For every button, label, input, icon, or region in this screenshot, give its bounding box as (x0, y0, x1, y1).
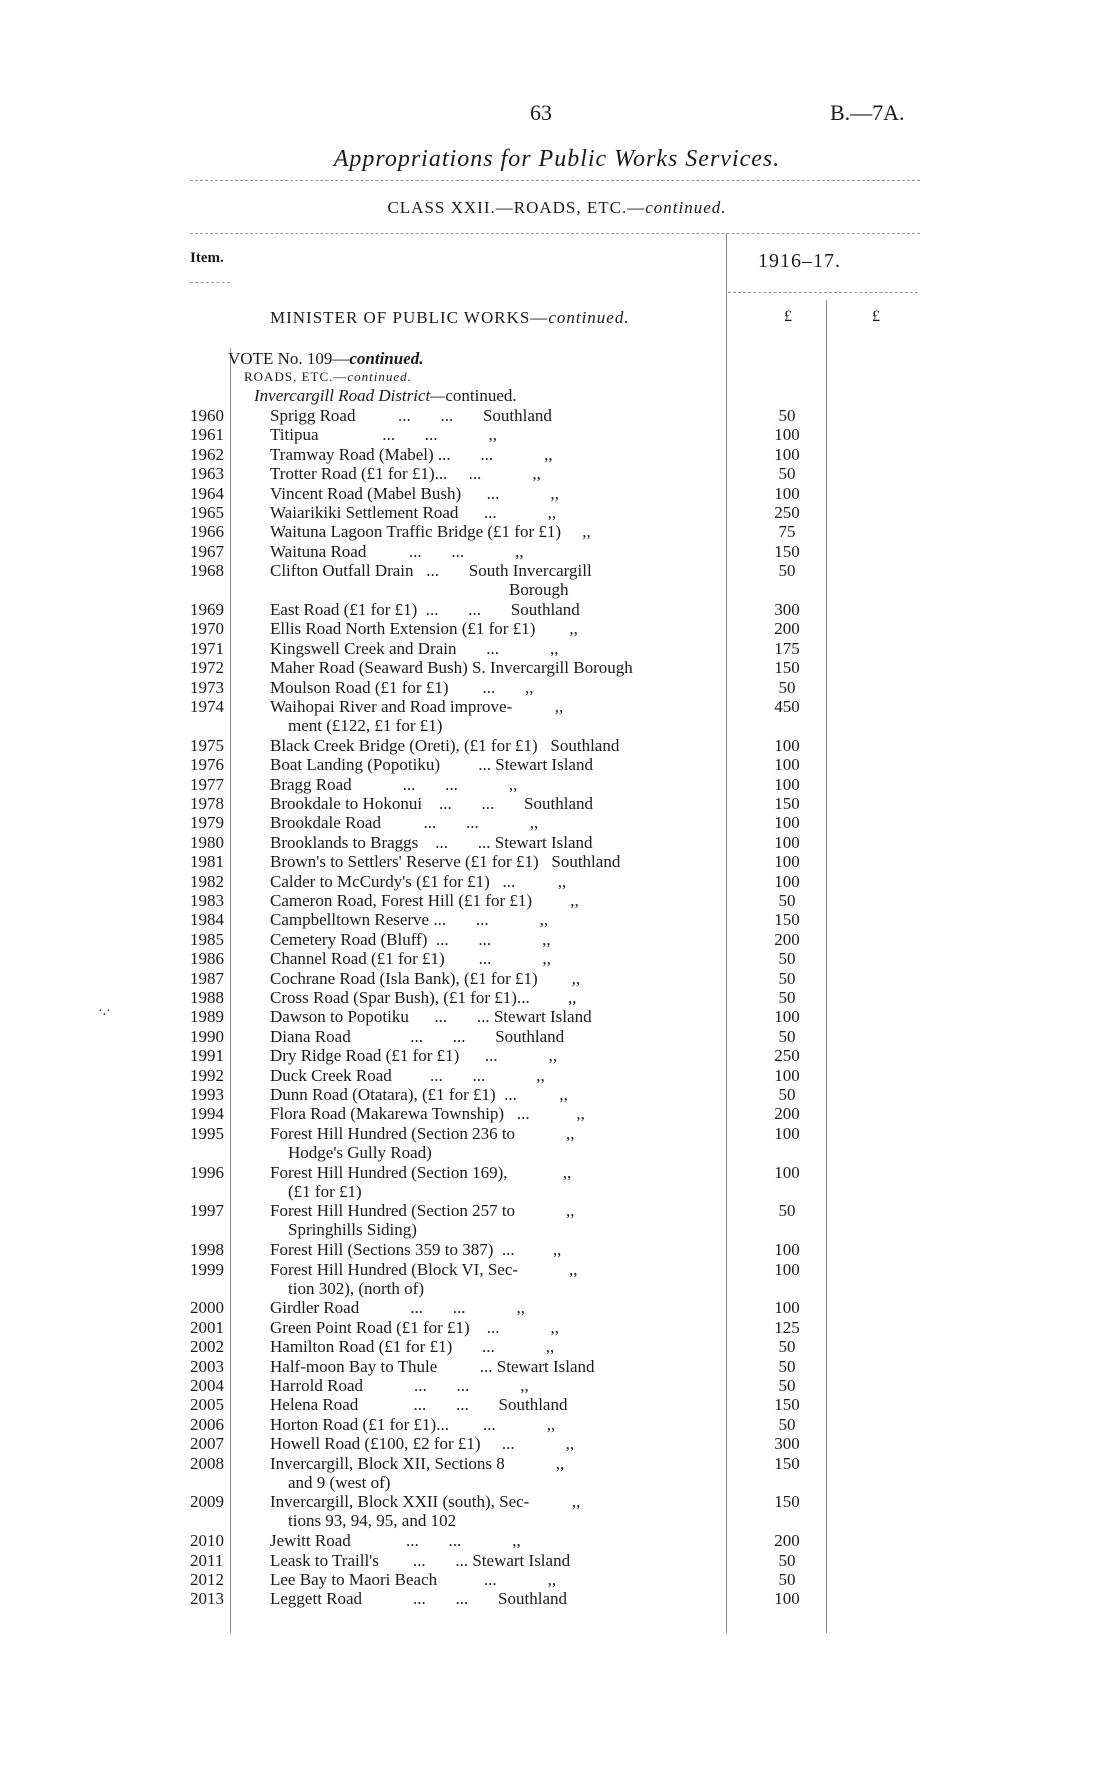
item-description-line: Leask to Traill's ... ... Stewart Island (270, 1550, 571, 1570)
item-description-line: Maher Road (Seaward Bush) S. Invercargill Borough (270, 658, 633, 678)
item-description-line: Waiarikiki Settlement Road ... ,, (270, 503, 557, 522)
item-description-line: Brown's to Settlers' Reserve (£1 for £1) Southland (270, 852, 621, 872)
item-number: 2002 (190, 1337, 224, 1357)
item-number: 2001 (190, 1317, 224, 1337)
item-description-line: Borough (288, 580, 569, 600)
item-amount: 150 (774, 1395, 800, 1415)
item-description-line: Dunn Road (Otatara), (£1 for £1) ... ,, (270, 1085, 568, 1104)
item-number: 2008 (190, 1453, 224, 1473)
item-description (270, 1260, 720, 1298)
item-description-line: Invercargill, Block XII, Sections 8 ,, (270, 1453, 565, 1473)
item-number: 1973 (190, 677, 224, 697)
district-subheading (254, 386, 517, 406)
item-description-line: Girdler Road ... ... ,, (270, 1298, 525, 1318)
item-number: 2009 (190, 1492, 224, 1512)
item-number: 2011 (190, 1550, 224, 1570)
item-description-line: Forest Hill Hundred (Block VI, Sec- ,, (270, 1259, 578, 1279)
item-description (270, 464, 720, 483)
item-amount: 100 (774, 1162, 800, 1182)
item-description (270, 910, 720, 929)
item-description-line: Dawson to Popotiku ... ... Stewart Island (270, 1007, 592, 1027)
item-description-line: Helena Road ... ... Southland (270, 1395, 568, 1415)
item-amount: 100 (774, 1298, 800, 1318)
item-number: 1972 (190, 658, 224, 678)
item-amount: 50 (778, 677, 796, 697)
item-amount: 100 (774, 774, 800, 794)
item-amount: 150 (774, 541, 800, 561)
item-description (270, 1415, 720, 1434)
item-number: 1988 (190, 988, 224, 1007)
item-description-line: Clifton Outfall Drain ... South Invercargill (270, 561, 592, 581)
item-description (270, 891, 720, 910)
item-description-line: Calder to McCurdy's (£1 for £1) ... ,, (270, 871, 567, 891)
item-number: 1962 (190, 444, 224, 464)
item-number: 2003 (190, 1356, 224, 1376)
item-number: 1960 (190, 406, 224, 425)
item-description-line: Cameron Road, Forest Hill (£1 for £1) ,, (270, 891, 579, 910)
item-description-line: Waihopai River and Road improve- ,, (270, 697, 564, 716)
item-amount: 125 (774, 1317, 800, 1337)
item-description (270, 1570, 720, 1589)
item-amount: 50 (778, 561, 796, 581)
item-description (270, 1163, 720, 1201)
item-description (270, 1357, 720, 1376)
item-number: 1974 (190, 697, 224, 716)
item-description-line: Leggett Road ... ... Southland (270, 1589, 568, 1609)
item-amount: 100 (774, 444, 800, 464)
item-amount: 50 (778, 949, 796, 969)
item-description-line: Brooklands to Braggs ... ... Stewart Island (270, 832, 593, 852)
item-number: 1967 (190, 541, 224, 561)
item-description-line: Hamilton Road (£1 for £1) ... ,, (270, 1337, 555, 1357)
roads-subheading-continued: continued. (347, 369, 412, 384)
item-description-line: Lee Bay to Maori Beach ... ,, (270, 1570, 557, 1589)
pound-symbol-total: £ (872, 308, 880, 325)
item-description-line: Forest Hill Hundred (Section 257 to ,, (270, 1201, 575, 1221)
item-description (270, 619, 720, 638)
item-description-line: Springhills Siding) (288, 1220, 417, 1240)
item-amount: 250 (774, 503, 800, 522)
item-description (270, 697, 720, 735)
item-description (270, 794, 720, 813)
rule-under-subtitle (190, 233, 920, 234)
item-description (270, 755, 720, 774)
item-description (270, 1104, 720, 1123)
item-description-line: Campbelltown Reserve ... ... ,, (270, 910, 549, 930)
item-description (270, 1337, 720, 1356)
item-amount: 300 (774, 1434, 800, 1454)
item-description-line: Cochrane Road (Isla Bank), (£1 for £1) ,, (270, 968, 581, 988)
item-description (270, 406, 720, 425)
item-description-line: Brookdale Road ... ... ,, (270, 813, 539, 833)
district-subheading-continued: continued. (445, 386, 517, 405)
item-amount: 100 (774, 871, 800, 891)
item-description (270, 1531, 720, 1550)
item-description-line: Bragg Road ... ... ,, (270, 774, 518, 794)
item-number: 2000 (190, 1298, 224, 1318)
item-amount: 100 (774, 755, 800, 775)
item-description-line: Vincent Road (Mabel Bush) ... ,, (270, 483, 559, 503)
item-amount: 300 (774, 600, 800, 619)
rule-under-year (728, 292, 918, 293)
item-amount: 75 (778, 522, 796, 542)
item-number: 1998 (190, 1240, 224, 1260)
item-amount: 50 (778, 988, 796, 1007)
document-reference: B.—7A. (830, 100, 905, 125)
item-amount: 100 (774, 1589, 800, 1609)
item-description (270, 833, 720, 852)
item-number: 1975 (190, 735, 224, 755)
item-description-line: East Road (£1 for £1) ... ... Southland (270, 600, 580, 619)
item-amount: 50 (778, 891, 796, 910)
item-description (270, 561, 720, 599)
item-amount: 100 (774, 852, 800, 872)
item-amount: 50 (778, 464, 796, 484)
class-subtitle-continued: continued. (645, 198, 727, 217)
item-number: 2006 (190, 1414, 224, 1434)
item-number: 1978 (190, 794, 224, 813)
item-description-line: Forest Hill Hundred (Section 236 to ,, (270, 1123, 575, 1143)
item-number: 1984 (190, 910, 224, 930)
item-number: 1989 (190, 1007, 224, 1027)
item-description-line: Harrold Road ... ... ,, (270, 1376, 529, 1395)
item-amount: 100 (774, 1240, 800, 1260)
roads-subheading-text: ROADS, ETC.— (244, 369, 348, 384)
item-description-line: Waituna Lagoon Traffic Bridge (£1 for £1) ,, (270, 522, 591, 542)
item-number: 1969 (190, 600, 224, 619)
item-description-line: Duck Creek Road ... ... ,, (270, 1065, 545, 1085)
item-amount: 50 (778, 1376, 796, 1395)
section-heading-continued: continued. (548, 308, 630, 327)
item-amount: 100 (774, 1259, 800, 1279)
item-amount: 50 (778, 1085, 796, 1104)
item-description (270, 425, 720, 444)
item-amount: 200 (774, 1104, 800, 1124)
section-heading (270, 308, 630, 328)
item-description-line: (£1 for £1) (288, 1181, 362, 1201)
item-number: 2005 (190, 1395, 224, 1415)
item-amount: 50 (778, 406, 796, 425)
item-amount: 100 (774, 813, 800, 833)
item-description (270, 658, 720, 677)
item-amount: 50 (778, 1026, 796, 1046)
item-amount: 150 (774, 794, 800, 813)
item-amount: 100 (774, 1007, 800, 1027)
item-description (270, 1395, 720, 1414)
item-number: 1977 (190, 774, 224, 794)
item-number: 1968 (190, 561, 224, 581)
year-column-header: 1916–17. (758, 250, 841, 272)
item-number: 1971 (190, 638, 224, 658)
item-number: 1993 (190, 1085, 224, 1104)
item-number: 1963 (190, 464, 224, 484)
item-amount: 150 (774, 1453, 800, 1473)
item-description-line: Half-moon Bay to Thule ... Stewart Island (270, 1356, 595, 1376)
item-number: 1987 (190, 968, 224, 988)
item-description-line: and 9 (west of) (288, 1472, 391, 1492)
item-number: 1979 (190, 813, 224, 833)
item-number: 1996 (190, 1162, 224, 1182)
item-number: 2004 (190, 1376, 224, 1395)
item-amount: 100 (774, 1065, 800, 1085)
item-amount: 250 (774, 1046, 800, 1066)
item-description (270, 736, 720, 755)
item-description (270, 1066, 720, 1085)
district-subheading-text: Invercargill Road District— (254, 386, 446, 405)
item-description-line: Cross Road (Spar Bush), (£1 for £1)... ,, (270, 988, 577, 1007)
vote-heading-text: VOTE No. 109— (228, 349, 350, 368)
item-description-line: tions 93, 94, 95, and 102 (288, 1511, 457, 1531)
item-number: 1980 (190, 832, 224, 852)
item-description (270, 1492, 720, 1530)
item-amount: 200 (774, 929, 800, 949)
class-subtitle-text: CLASS XXII.—ROADS, ETC.— (387, 198, 646, 217)
print-blot-mark: ·.· (98, 1004, 111, 1019)
item-description (270, 503, 720, 522)
item-number: 1995 (190, 1123, 224, 1143)
item-description-line: Channel Road (£1 for £1) ... ,, (270, 949, 551, 969)
item-description (270, 1124, 720, 1162)
item-description-line: Howell Road (£100, £2 for £1) ... ,, (270, 1434, 575, 1454)
class-subtitle (0, 198, 1114, 218)
item-column-header: Item. (190, 250, 224, 266)
item-description (270, 949, 720, 968)
item-amount: 100 (774, 1123, 800, 1143)
item-number: 2007 (190, 1434, 224, 1454)
item-description (270, 1046, 720, 1065)
item-description-line: Forest Hill (Sections 359 to 387) ... ,, (270, 1240, 562, 1260)
item-description (270, 1454, 720, 1492)
item-description-line: Cemetery Road (Bluff) ... ... ,, (270, 929, 551, 949)
item-description-line: Trotter Road (£1 for £1)... ... ,, (270, 464, 541, 484)
item-number: 2013 (190, 1589, 224, 1609)
item-description (270, 678, 720, 697)
item-number: 2012 (190, 1570, 224, 1589)
item-number: 1990 (190, 1026, 224, 1046)
item-description (270, 969, 720, 988)
item-description-line: Boat Landing (Popotiku) ... Stewart Island (270, 755, 593, 775)
item-amount: 100 (774, 832, 800, 852)
column-divider-item (230, 348, 231, 1633)
item-description (270, 1085, 720, 1104)
item-description (270, 484, 720, 503)
roads-subheading (244, 369, 412, 385)
item-description-line: Invercargill, Block XXII (south), Sec- ,, (270, 1492, 581, 1512)
item-amount: 175 (774, 638, 800, 658)
item-description (270, 600, 720, 619)
page-number: 63 (530, 100, 552, 125)
item-description (270, 852, 720, 871)
item-description-line: Forest Hill Hundred (Section 169), ,, (270, 1162, 572, 1182)
item-description-line: Black Creek Bridge (Oreti), (£1 for £1) Southland (270, 735, 620, 755)
item-description (270, 639, 720, 658)
item-number: 1997 (190, 1201, 224, 1221)
item-amount: 100 (774, 483, 800, 503)
item-description-line: tion 302), (north of) (288, 1278, 424, 1298)
item-amount: 50 (778, 1201, 796, 1221)
item-description-line: Brookdale to Hokonui ... ... Southland (270, 794, 593, 813)
item-number: 1985 (190, 929, 224, 949)
item-description (270, 775, 720, 794)
item-description-line: Tramway Road (Mabel) ... ... ,, (270, 444, 553, 464)
item-number: 1970 (190, 619, 224, 639)
item-description-line: Waituna Road ... ... ,, (270, 541, 524, 561)
item-amount: 150 (774, 910, 800, 930)
column-divider-main (726, 233, 727, 1633)
item-number: 1982 (190, 871, 224, 891)
item-number: 1981 (190, 852, 224, 872)
item-number: 1994 (190, 1104, 224, 1124)
item-description-line: Flora Road (Makarewa Township) ... ,, (270, 1104, 585, 1124)
item-description (270, 872, 720, 891)
item-amount: 150 (774, 1492, 800, 1512)
item-number: 1999 (190, 1259, 224, 1279)
item-amount: 50 (778, 968, 796, 988)
vote-heading-continued: continued. (349, 349, 424, 368)
item-amount: 50 (778, 1414, 796, 1434)
item-description (270, 930, 720, 949)
item-description (270, 1589, 720, 1608)
item-number: 1986 (190, 949, 224, 969)
item-description-line: Moulson Road (£1 for £1) ... ,, (270, 677, 534, 697)
item-amount: 100 (774, 425, 800, 445)
item-amount: 450 (774, 697, 800, 716)
item-description (270, 542, 720, 561)
item-description (270, 522, 720, 541)
item-number: 2010 (190, 1531, 224, 1551)
item-number: 1991 (190, 1046, 224, 1066)
item-description-line: Kingswell Creek and Drain ... ,, (270, 638, 559, 658)
item-description (270, 1201, 720, 1239)
item-description (270, 1376, 720, 1395)
item-number: 1992 (190, 1065, 224, 1085)
item-amount: 200 (774, 1531, 800, 1551)
vote-heading (228, 349, 424, 369)
item-amount: 50 (778, 1570, 796, 1589)
rule-under-item (190, 282, 230, 283)
item-description (270, 1027, 720, 1046)
section-heading-text: MINISTER OF PUBLIC WORKS— (270, 308, 549, 327)
item-description-line: Green Point Road (£1 for £1) ... ,, (270, 1317, 559, 1337)
item-description (270, 988, 720, 1007)
item-amount: 200 (774, 619, 800, 639)
item-description-line: Ellis Road North Extension (£1 for £1) ,, (270, 619, 578, 639)
item-description (270, 445, 720, 464)
pound-symbol-items: £ (784, 308, 792, 325)
item-description-line: Titipua ... ... ,, (270, 425, 498, 445)
item-amount: 150 (774, 658, 800, 678)
item-number: 1983 (190, 891, 224, 910)
item-number: 1964 (190, 483, 224, 503)
item-description (270, 1298, 720, 1317)
item-number: 1976 (190, 755, 224, 775)
item-description-line: Jewitt Road ... ... ,, (270, 1531, 521, 1551)
item-description-line: Hodge's Gully Road) (288, 1142, 432, 1162)
item-amount: 50 (778, 1550, 796, 1570)
item-description-line: ment (£122, £1 for £1) (288, 716, 443, 735)
item-number: 1961 (190, 425, 224, 445)
item-description-line: Horton Road (£1 for £1)... ... ,, (270, 1414, 556, 1434)
page-title: Appropriations for Public Works Services. (333, 146, 781, 172)
item-description (270, 813, 720, 832)
item-description (270, 1240, 720, 1259)
item-description-line: Sprigg Road ... ... Southland (270, 406, 552, 425)
item-description (270, 1007, 720, 1026)
item-number: 1966 (190, 522, 224, 542)
rule-under-title (190, 180, 920, 181)
item-description-line: Dry Ridge Road (£1 for £1) ... ,, (270, 1046, 558, 1066)
item-description (270, 1551, 720, 1570)
item-description (270, 1434, 720, 1453)
item-amount: 50 (778, 1337, 796, 1357)
item-description-line: Diana Road ... ... Southland (270, 1026, 565, 1046)
item-number: 1965 (190, 503, 224, 522)
item-description (270, 1318, 720, 1337)
item-amount: 100 (774, 735, 800, 755)
item-amount: 50 (778, 1356, 796, 1376)
column-divider-amount (826, 300, 827, 1633)
